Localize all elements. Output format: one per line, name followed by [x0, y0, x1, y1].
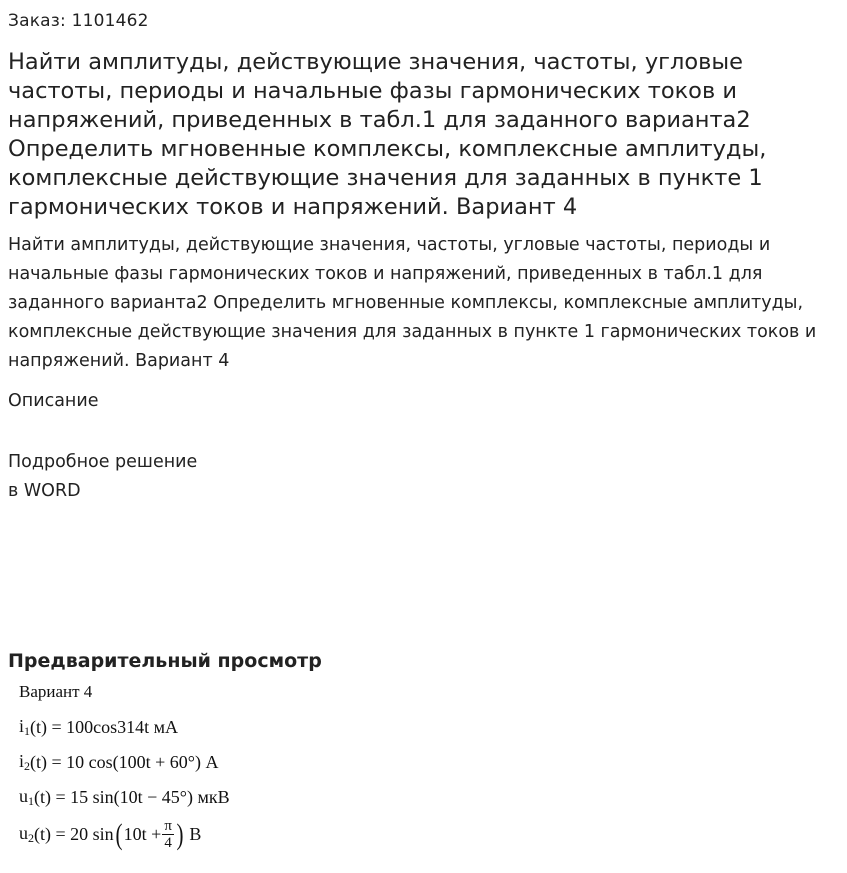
- left-paren: (: [115, 817, 123, 851]
- formula-expression: (t) = 100cos314t мА: [30, 717, 179, 737]
- formula-expression: (t) = 15 sin(10t − 45°) мкВ: [34, 787, 230, 807]
- formula-variable: $i_2$: [19, 751, 31, 773]
- solution-label: Подробное решение: [8, 452, 198, 472]
- formula-i1: [19, 716, 178, 739]
- pi-over-4-fraction: $\frac{\pi}{4}$: [164, 818, 172, 851]
- formula-i2: [19, 751, 219, 774]
- preview-variant: Вариант 4: [19, 682, 93, 701]
- formula-expression: (t) = 10 cos(100t + 60°) А: [30, 752, 219, 772]
- formula-variable: $u_2$: [19, 823, 34, 845]
- right-paren: ): [176, 817, 184, 851]
- order-number: Заказ: 1101462: [8, 11, 149, 31]
- formula-variable: $i_1$: [19, 716, 31, 738]
- formula-inner: 10t +: [123, 824, 162, 844]
- formula-u2: [19, 818, 201, 851]
- format-label: в WORD: [8, 481, 81, 501]
- formula-variable: $u_1$: [19, 786, 34, 808]
- preview-heading: Предварительный просмотр: [8, 650, 322, 672]
- description-heading: Описание: [8, 391, 99, 411]
- formula-u1: [19, 786, 230, 809]
- page-title: Найти амплитуды, действующие значения, частоты, угловые частоты, периоды и начальные фазы гармонических токов и напряжений, приведенных в табл.1 для заданного варианта2 Определить мгновенные комплексы, комплексные амплитуды, комплексные действующие значения для заданных в пункте 1 гармонических токов и напряжений. Вариант 4: [8, 49, 767, 220]
- formula-expression: (t) = 20 sin: [34, 824, 114, 844]
- formula-unit: В: [189, 824, 202, 844]
- task-description: Найти амплитуды, действующие значения, частоты, угловые частоты, периоды и начальные фазы гармонических токов и напряжений, приведенных в табл.1 для заданного варианта2 Определить мгновенные комплексы, комплексные амплитуды, комплексные действующие значения для заданных в пункте 1 гармонических токов и напряжений. Вариант 4: [8, 235, 817, 371]
